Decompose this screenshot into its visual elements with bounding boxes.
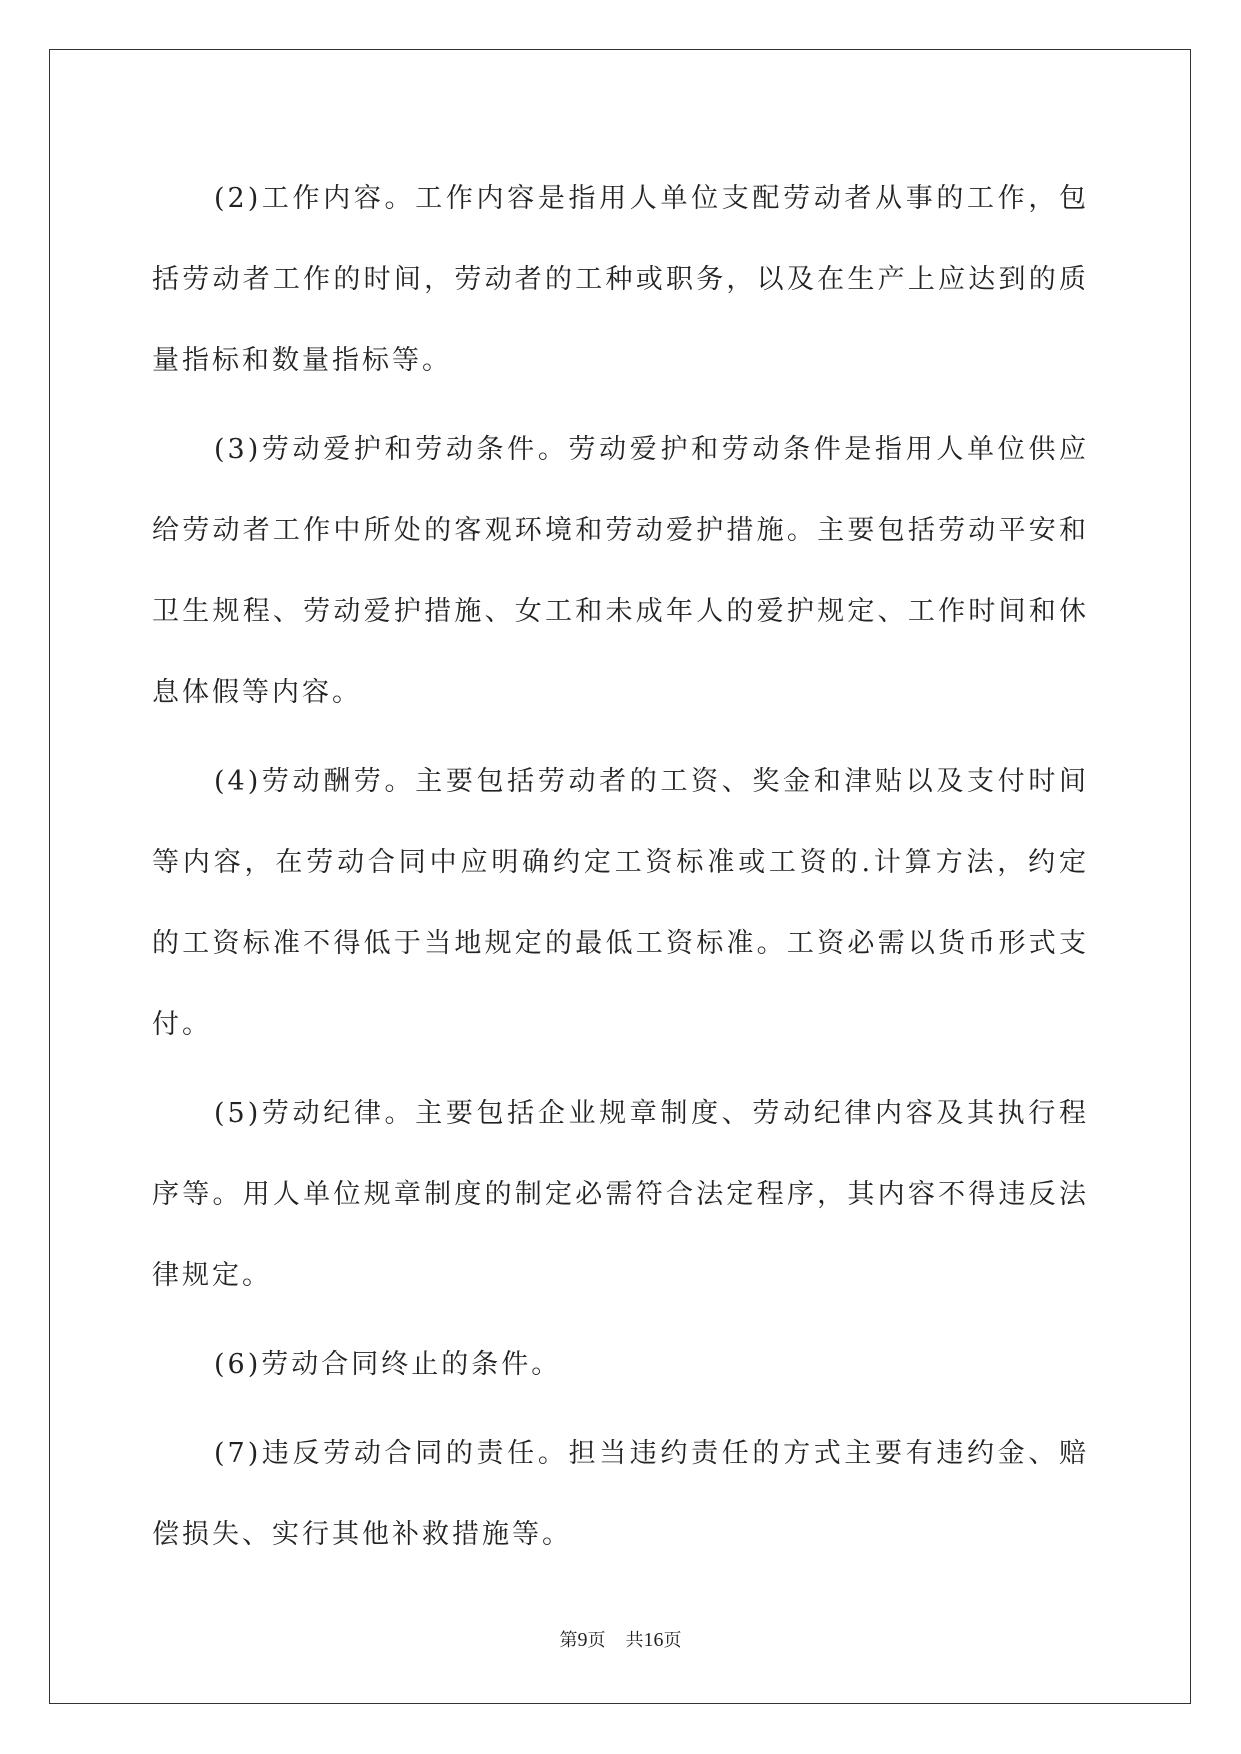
page-number: 9	[577, 1629, 588, 1651]
page-prefix: 第	[559, 1630, 578, 1651]
paragraph-work-content: (2)工作内容。工作内容是指用人单位支配劳动者从事的工作，包括劳动者工作的时间，劳动者的工种或职务，以及在生产上应达到的质量指标和数量指标等。	[152, 183, 1089, 376]
page-footer	[0, 1626, 1241, 1652]
total-prefix: 共	[625, 1630, 644, 1651]
total-pages: 16	[643, 1629, 664, 1651]
paragraph-labor-discipline: (5)劳动纪律。主要包括企业规章制度、劳动纪律内容及其执行程序等。用人单位规章制度的制定必需符合法定程序，其内容不得违反法律规定。	[152, 1098, 1089, 1291]
document-body	[152, 158, 1089, 1583]
paragraph-termination-conditions: (6)劳动合同终止的条件。	[214, 1349, 562, 1380]
paragraph-labor-protection: (3)劳动爱护和劳动条件。劳动爱护和劳动条件是指用人单位供应给劳动者工作中所处的客观环境和劳动爱护措施。主要包括劳动平安和卫生规程、劳动爱护措施、女工和未成年人的爱护规定、工作时间和休息体假等内容。	[152, 434, 1089, 708]
page-suffix: 页	[587, 1630, 606, 1651]
total-suffix: 页	[663, 1630, 682, 1651]
paragraph-remuneration: (4)劳动酬劳。主要包括劳动者的工资、奖金和津贴以及支付时间等内容，在劳动合同中应明确约定工资标准或工资的.计算方法，约定的工资标准不得低于当地规定的最低工资标准。工资必需以货币形式支付。	[152, 766, 1089, 1040]
paragraph-breach-liability: (7)违反劳动合同的责任。担当违约责任的方式主要有违约金、赔偿损失、实行其他补救措施等。	[152, 1438, 1089, 1550]
